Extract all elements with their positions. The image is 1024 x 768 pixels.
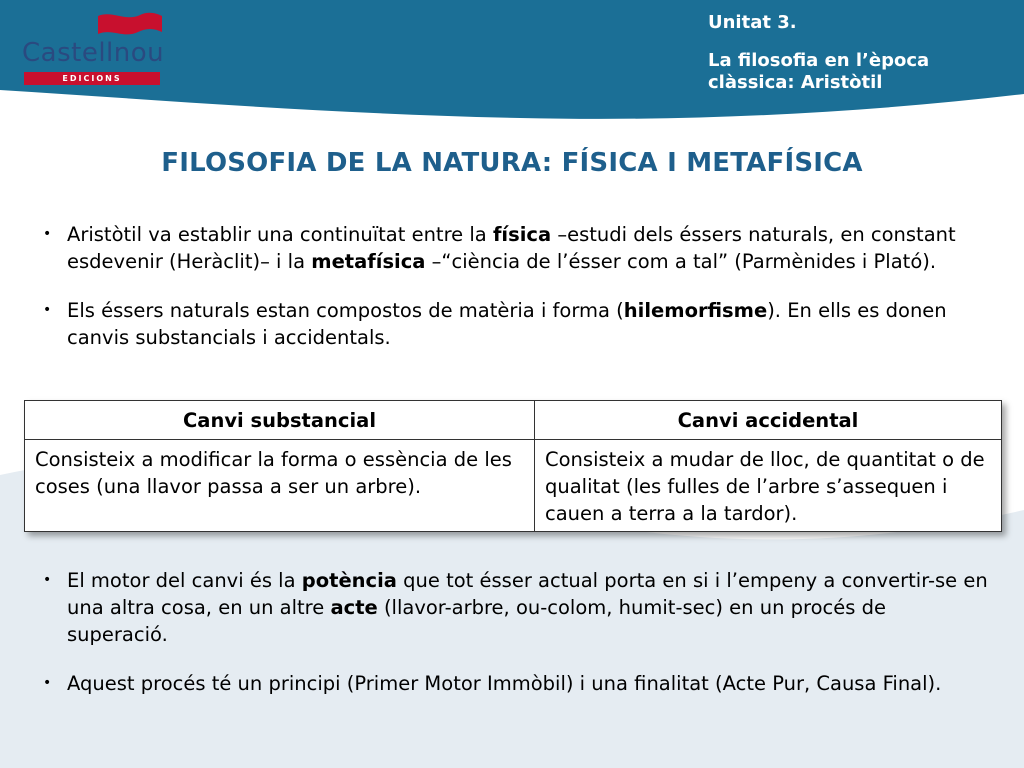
bullet-icon: •: [43, 226, 52, 242]
table-cell: Consisteix a modificar la forma o essència de les coses (una llavor passa a ser un arbre).: [25, 440, 535, 532]
table-cell: Consisteix a mudar de lloc, de quantitat o de qualitat (les fulles de l’arbre s’assequen i cauen a terra a la tardor).: [535, 440, 1002, 532]
top-bullet-list: [40, 221, 990, 351]
bullet-icon: •: [43, 302, 52, 318]
unit-number: Unitat 3.: [708, 12, 797, 33]
unit-subtitle-line2: clàssica: Aristòtil: [708, 72, 883, 93]
brand-name: Castellnou: [22, 38, 165, 68]
publisher-logo: [22, 10, 165, 83]
bullet-icon: •: [43, 675, 52, 691]
brand-sub: EDICIONS: [24, 72, 160, 85]
unit-subtitle-line1: La filosofia en l’època: [708, 50, 930, 71]
change-types-table: [24, 400, 1002, 532]
header-cell: Canvi substancial: [25, 401, 535, 440]
bullet-icon: •: [43, 572, 52, 588]
bullet-item: • Aquest procés té un principi (Primer Motor Immòbil) i una finalitat (Acte Pur, Causa Final).: [43, 672, 942, 695]
table-row: [25, 440, 1002, 532]
header-cell: Canvi accidental: [535, 401, 1002, 440]
bullet-item: • Els éssers naturals estan compostos de matèria i forma (hilemorfisme). En ells es donen canvis substancials i accidentals.: [43, 299, 947, 349]
unit-header: [708, 12, 1008, 94]
page-title: FILOSOFIA DE LA NATURA: FÍSICA I METAFÍSICA: [161, 148, 863, 178]
table-header-row: [25, 401, 1002, 440]
bullet-item: • Aristòtil va establir una continuïtat entre la física –estudi dels éssers naturals, en constant esdevenir (Heràclit)– i la metafísica –“ciència de l’ésser com a tal” (Parmènides i Plató).: [43, 223, 956, 273]
bottom-bullet-list: [40, 567, 990, 697]
bullet-item: • El motor del canvi és la potència que tot ésser actual porta en si i l’empeny a convertir-se en una altra cosa, en un altre acte (llavor-arbre, ou-colom, humit-sec) en un procés de superació.: [43, 569, 988, 646]
